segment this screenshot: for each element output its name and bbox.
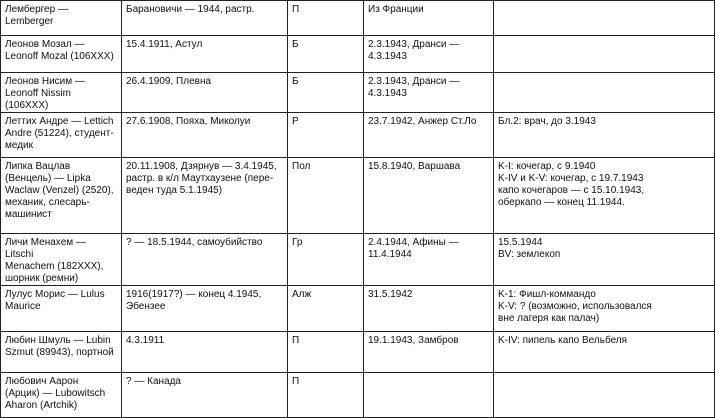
category-cell: Гр <box>288 234 364 286</box>
category-cell: П <box>288 332 364 373</box>
notes-cell <box>494 36 715 73</box>
notes-cell: Бл.2: врач, до 3.1943 <box>494 113 715 158</box>
table-row <box>1 373 715 418</box>
name-cell: Личи Менахем — Litschi Menachem (182ХХХ), шорник (ремни) <box>1 234 122 286</box>
notes-cell: K-I: кочегар, с 9.1940 K-IV и K-V: кочегар, с 19.7.1943 капо кочегаров — с 15.10.1943, оберкапо — конец 11.1944. <box>494 158 715 234</box>
birth-death-cell: 4.3.1911 <box>122 332 288 373</box>
birth-death-cell: 1916(1917?) — конец 4.1945, Эбензее <box>122 286 288 332</box>
arrival-cell: 2.4.1944, Афины — 11.4.1944 <box>364 234 494 286</box>
birth-death-cell: 27.6.1908, Пояха, Миколуи <box>122 113 288 158</box>
name-cell: Лембергер — Lemberger <box>1 1 122 36</box>
birth-death-cell: 20.11.1908, Дзярнув — 3.4.1945, растр. в к/л Маутхаузене (пере- веден туда 5.1.1945) <box>122 158 288 234</box>
category-cell: Р <box>288 113 364 158</box>
birth-death-cell: ? — 18.5.1944, самоубийство <box>122 234 288 286</box>
notes-cell: K-1: Фишл-коммандо K-V: ? (возможно, использовался вне лагеря как палач) <box>494 286 715 332</box>
table-row <box>1 286 715 332</box>
birth-death-cell: ? — Канада <box>122 373 288 418</box>
table-row <box>1 158 715 234</box>
name-cell: Липка Вацлав (Венцель) — Lipka Waclaw (Venzel) (2520), механик, слесарь- машинист <box>1 158 122 234</box>
table-row <box>1 234 715 286</box>
notes-cell <box>494 373 715 418</box>
birth-death-cell: 26.4.1909, Плевна <box>122 73 288 113</box>
arrival-cell: 2.3.1943, Дранси — 4.3.1943 <box>364 73 494 113</box>
notes-cell <box>494 1 715 36</box>
table-row <box>1 332 715 373</box>
category-cell: Б <box>288 36 364 73</box>
category-cell: П <box>288 1 364 36</box>
name-cell: Лулус Морис — Lulus Maurice <box>1 286 122 332</box>
arrival-cell: 2.3.1943, Дранси — 4.3.1943 <box>364 36 494 73</box>
table-row <box>1 1 715 36</box>
arrival-cell: Из Франции <box>364 1 494 36</box>
category-cell: Б <box>288 73 364 113</box>
birth-death-cell: 15.4.1911, Астул <box>122 36 288 73</box>
birth-death-cell: Барановичи — 1944, растр. <box>122 1 288 36</box>
category-cell: Алж <box>288 286 364 332</box>
name-cell: Леонов Мозал — Leonoff Mozal (106ХХХ) <box>1 36 122 73</box>
arrival-cell: 19.1.1943, Замбров <box>364 332 494 373</box>
arrival-cell: 31.5.1942 <box>364 286 494 332</box>
notes-cell: K-IV: пипель капо Вельбеля <box>494 332 715 373</box>
arrival-cell: 23.7.1942, Анжер Ст.Ло <box>364 113 494 158</box>
name-cell: Леттих Андре — Lettich Andre (51224), студент- медик <box>1 113 122 158</box>
arrival-cell: 15.8.1940, Варшава <box>364 158 494 234</box>
name-cell: Любович Аарон (Арцик) — Lubowitsch Aharon (Artchik) <box>1 373 122 418</box>
table-row <box>1 36 715 73</box>
table-row <box>1 113 715 158</box>
notes-cell: 15.5.1944 BV: землекоп <box>494 234 715 286</box>
notes-cell <box>494 73 715 113</box>
category-cell: П <box>288 373 364 418</box>
name-cell: Леонов Нисим — Leonoff Nissim (106ХХХ) <box>1 73 122 113</box>
name-cell: Любин Шмуль — Lubin Szmut (89943), портной <box>1 332 122 373</box>
table-row <box>1 73 715 113</box>
arrival-cell <box>364 373 494 418</box>
category-cell: Пол <box>288 158 364 234</box>
